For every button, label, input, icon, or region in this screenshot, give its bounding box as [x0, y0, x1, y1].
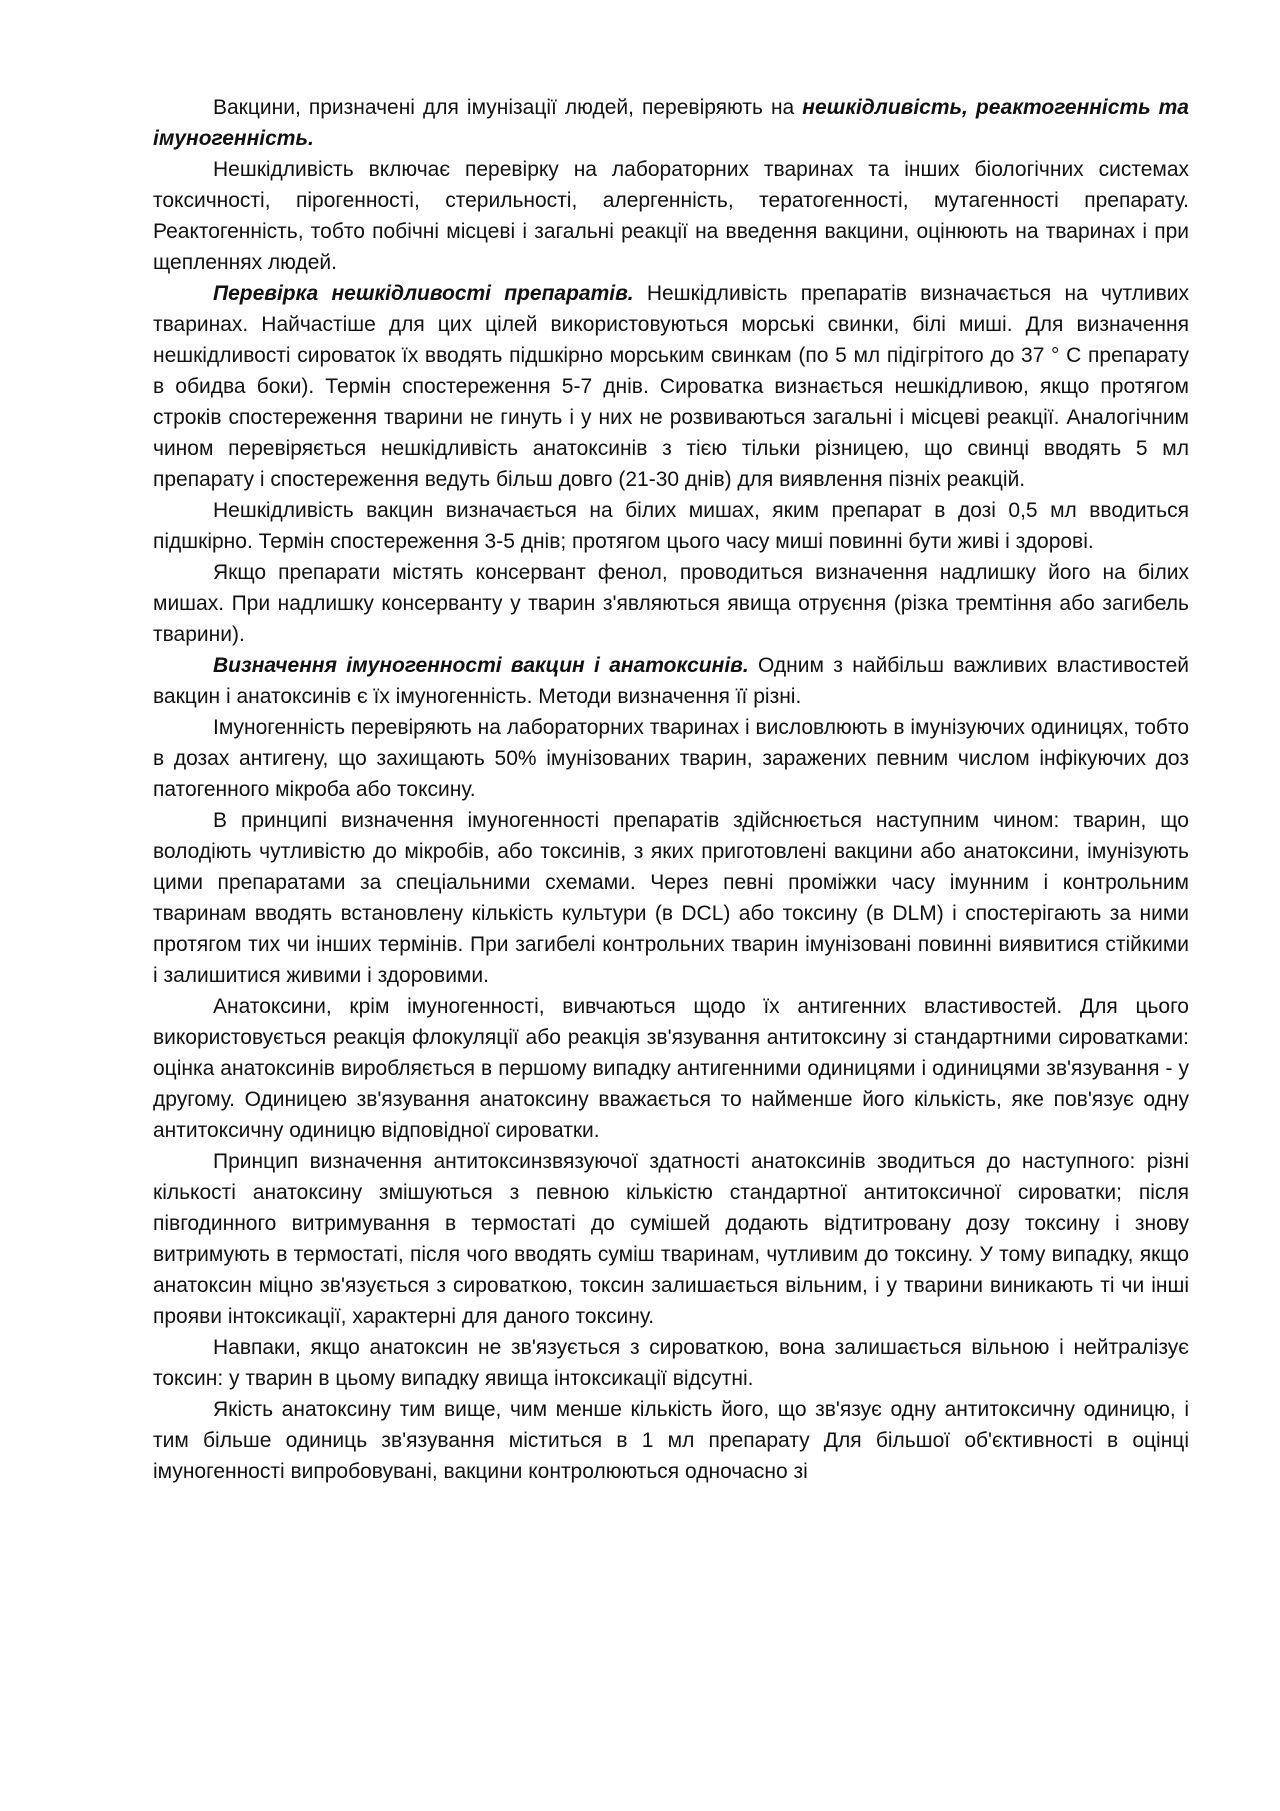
- paragraph-harmlessness-definition: [153, 154, 1189, 278]
- paragraph-text: Навпаки, якщо анатоксин не зв'язується з сироваткою, вона залишається вільною і нейтралізує токсин: у тварин в цьому випадку явища інтоксикації відсутні.: [153, 1336, 1189, 1390]
- paragraph-text: Нешкідливість включає перевірку на лабораторних тваринах та інших біологічних системах токсичності, пірогенності, стерильності, алергенність, тератогенності, мутагенності препарату. Реактогенність, тобто побічні місцеві і загальні реакції на введення вакцини, оцінюють на тваринах і при щепленнях людей.: [153, 158, 1189, 274]
- paragraph-text: Принцип визначення антитоксинзвязуючої здатності анатоксинів зводиться до наступного: різні кількості анатоксину змішуються з певною кількістю стандартної антитоксичної сироватки; після півгодинного витримування в термостаті до сумішей додають відтитровану дозу токсину і знову витримують в термостаті, після чого вводять суміш тваринам, чутливим до токсину. У тому випадку, якщо анатоксин міцно зв'язується з сироваткою, токсин залишається вільним, і у тварини виникають ті чи інші прояви інтоксикації, характерні для даного токсину.: [153, 1150, 1189, 1328]
- paragraph-text: В принципі визначення імуногенності препаратів здійснюється наступним чином: тварин, що володіють чутливістю до мікробів, або токсинів, з яких приготовлені вакцини або анатоксини, імунізують цими препаратами за спеціальними схемами. Через певні проміжки часу імунним і контрольним тваринам вводять встановлену кількість культури (в DCL) або токсину (в DLM) і спостерігають за ними протягом тих чи інших термінів. При загибелі контрольних тварин імунізовані повинні виявитися стійкими і залишитися живими і здоровими.: [153, 809, 1189, 987]
- paragraph-harmlessness-check: [153, 278, 1189, 495]
- section-heading: Перевірка нешкідливості препаратів.: [213, 282, 634, 305]
- paragraph-anatoxins-antigenic: [153, 991, 1189, 1146]
- paragraph-immunizing-units: [153, 712, 1189, 805]
- paragraph-text: Нешкідливість препаратів визначається на чутливих тваринах. Найчастіше для цих цілей використовуються морські свинки, білі миші. Для визначення нешкідливості сироваток їх вводять підшкірно морським свинкам (по 5 мл підігрітого до 37 ° С препарату в обидва боки). Термін спостереження 5-7 днів. Сироватка визнається нешкідливою, якщо протягом строків спостереження тварини не гинуть і у них не розвиваються загальні і місцеві реакції. Аналогічним чином перевіряється нешкідливість анатоксинів з тією тільки різницею, що свинці вводять 5 мл препарату і спостереження ведуть більш довго (21-30 днів) для виявлення пізніх реакцій.: [153, 282, 1189, 491]
- paragraph-text: Нешкідливість вакцин визначається на білих мишах, яким препарат в дозі 0,5 мл вводиться підшкірно. Термін спостереження 3-5 днів; протягом цього часу миші повинні бути живі і здорові.: [153, 499, 1189, 553]
- paragraph-quality: [153, 1394, 1189, 1487]
- paragraph-text: Одним з найбільш важливих властивостей вакцин і анатоксинів є їх імуногенність. Методи визначення її різні.: [153, 654, 1189, 708]
- paragraph-phenol: [153, 557, 1189, 650]
- paragraph-text: Вакцини, призначені для імунізації людей, перевіряють на: [213, 96, 803, 119]
- paragraph-principle: [153, 805, 1189, 991]
- paragraph-vaccine-mice: [153, 495, 1189, 557]
- section-heading: Визначення імуногенності вакцин і анатоксинів.: [213, 654, 749, 677]
- emphasis-text: нешкідливість, реактогенність та імуногенність.: [153, 96, 1189, 150]
- paragraph-immunogenicity-heading: [153, 650, 1189, 712]
- paragraph-text: Імуногенність перевіряють на лабораторних тваринах і висловлюють в імунізуючих одиницях, тобто в дозах антигену, що захищають 50% імунізованих тварин, заражених певним числом інфікуючих доз патогенного мікроба або токсину.: [153, 716, 1189, 801]
- paragraph-text: Якщо препарати містять консервант фенол, проводиться визначення надлишку його на білих мишах. При надлишку консерванту у тварин з'являються явища отруєння (різка тремтіння або загибель тварини).: [153, 561, 1189, 646]
- paragraph-conversely: [153, 1332, 1189, 1394]
- paragraph-antitoxin-binding: [153, 1146, 1189, 1332]
- document-page: [153, 92, 1189, 1487]
- paragraph-text: Якість анатоксину тим вище, чим менше кількість його, що зв'язує одну антитоксичну одиницю, і тим більше одиниць зв'язування міститься в 1 мл препарату Для більшої об'єктивності в оцінці імуногенності випробовувані, вакцини контролюються одночасно зі: [153, 1398, 1189, 1483]
- paragraph-vaccines-intro: [153, 92, 1189, 154]
- paragraph-text: Анатоксини, крім імуногенності, вивчаються щодо їх антигенних властивостей. Для цього використовується реакція флокуляції або реакція зв'язування антитоксину зі стандартними сироватками: оцінка анатоксинів виробляється в першому випадку антигенними одиницями і одиницями зв'язування - у другому. Одиницею зв'язування анатоксину вважається то найменше його кількість, яке пов'язує одну антитоксичну одиницю відповідної сироватки.: [153, 995, 1189, 1142]
